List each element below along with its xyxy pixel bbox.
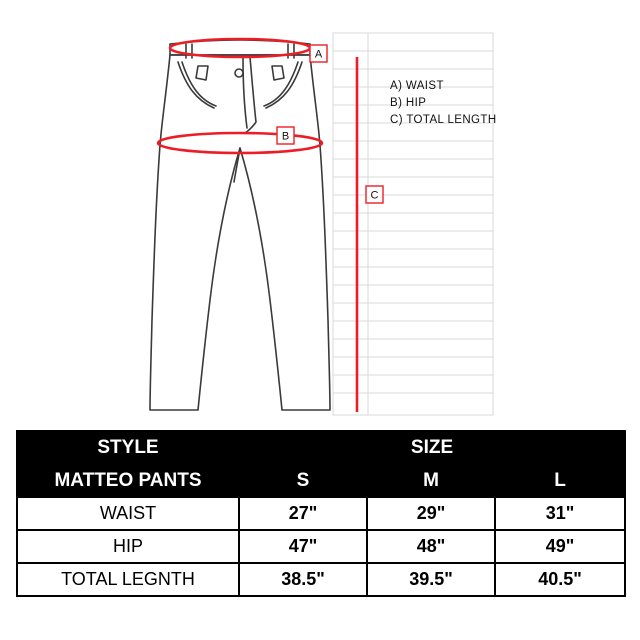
waist-m: 29": [367, 497, 495, 530]
hip-l: 49": [495, 530, 625, 563]
table-row-waist: [17, 497, 625, 530]
row-label-waist: WAIST: [17, 497, 239, 530]
table-row-hip: [17, 530, 625, 563]
size-s: S: [239, 464, 367, 497]
size-m: M: [367, 464, 495, 497]
waist-s: 27": [239, 497, 367, 530]
measurement-legend: [390, 78, 497, 129]
header-style: STYLE: [17, 431, 239, 464]
header-size: SIZE: [239, 431, 625, 464]
marker-c-label: C: [370, 189, 379, 202]
total-length-l: 40.5": [495, 563, 625, 596]
size-l: L: [495, 464, 625, 497]
total-length-m: 39.5": [367, 563, 495, 596]
style-name: MATTEO PANTS: [17, 464, 239, 497]
legend-item-waist: A) WAIST: [390, 80, 444, 92]
table-row-total-length: [17, 563, 625, 596]
hip-m: 48": [367, 530, 495, 563]
pants-outline: [150, 40, 330, 410]
row-label-total-length: TOTAL LEGNTH: [17, 563, 239, 596]
table-row-header: [17, 431, 625, 464]
row-label-hip: HIP: [17, 530, 239, 563]
waist-l: 31": [495, 497, 625, 530]
legend-item-total-length: C) TOTAL LENGTH: [390, 114, 497, 126]
marker-b-label: B: [281, 130, 290, 143]
hip-s: 47": [239, 530, 367, 563]
marker-a-label: A: [314, 48, 323, 61]
size-table: [16, 430, 626, 597]
total-length-s: 38.5": [239, 563, 367, 596]
table-row-style: [17, 464, 625, 497]
legend-item-hip: B) HIP: [390, 97, 427, 109]
